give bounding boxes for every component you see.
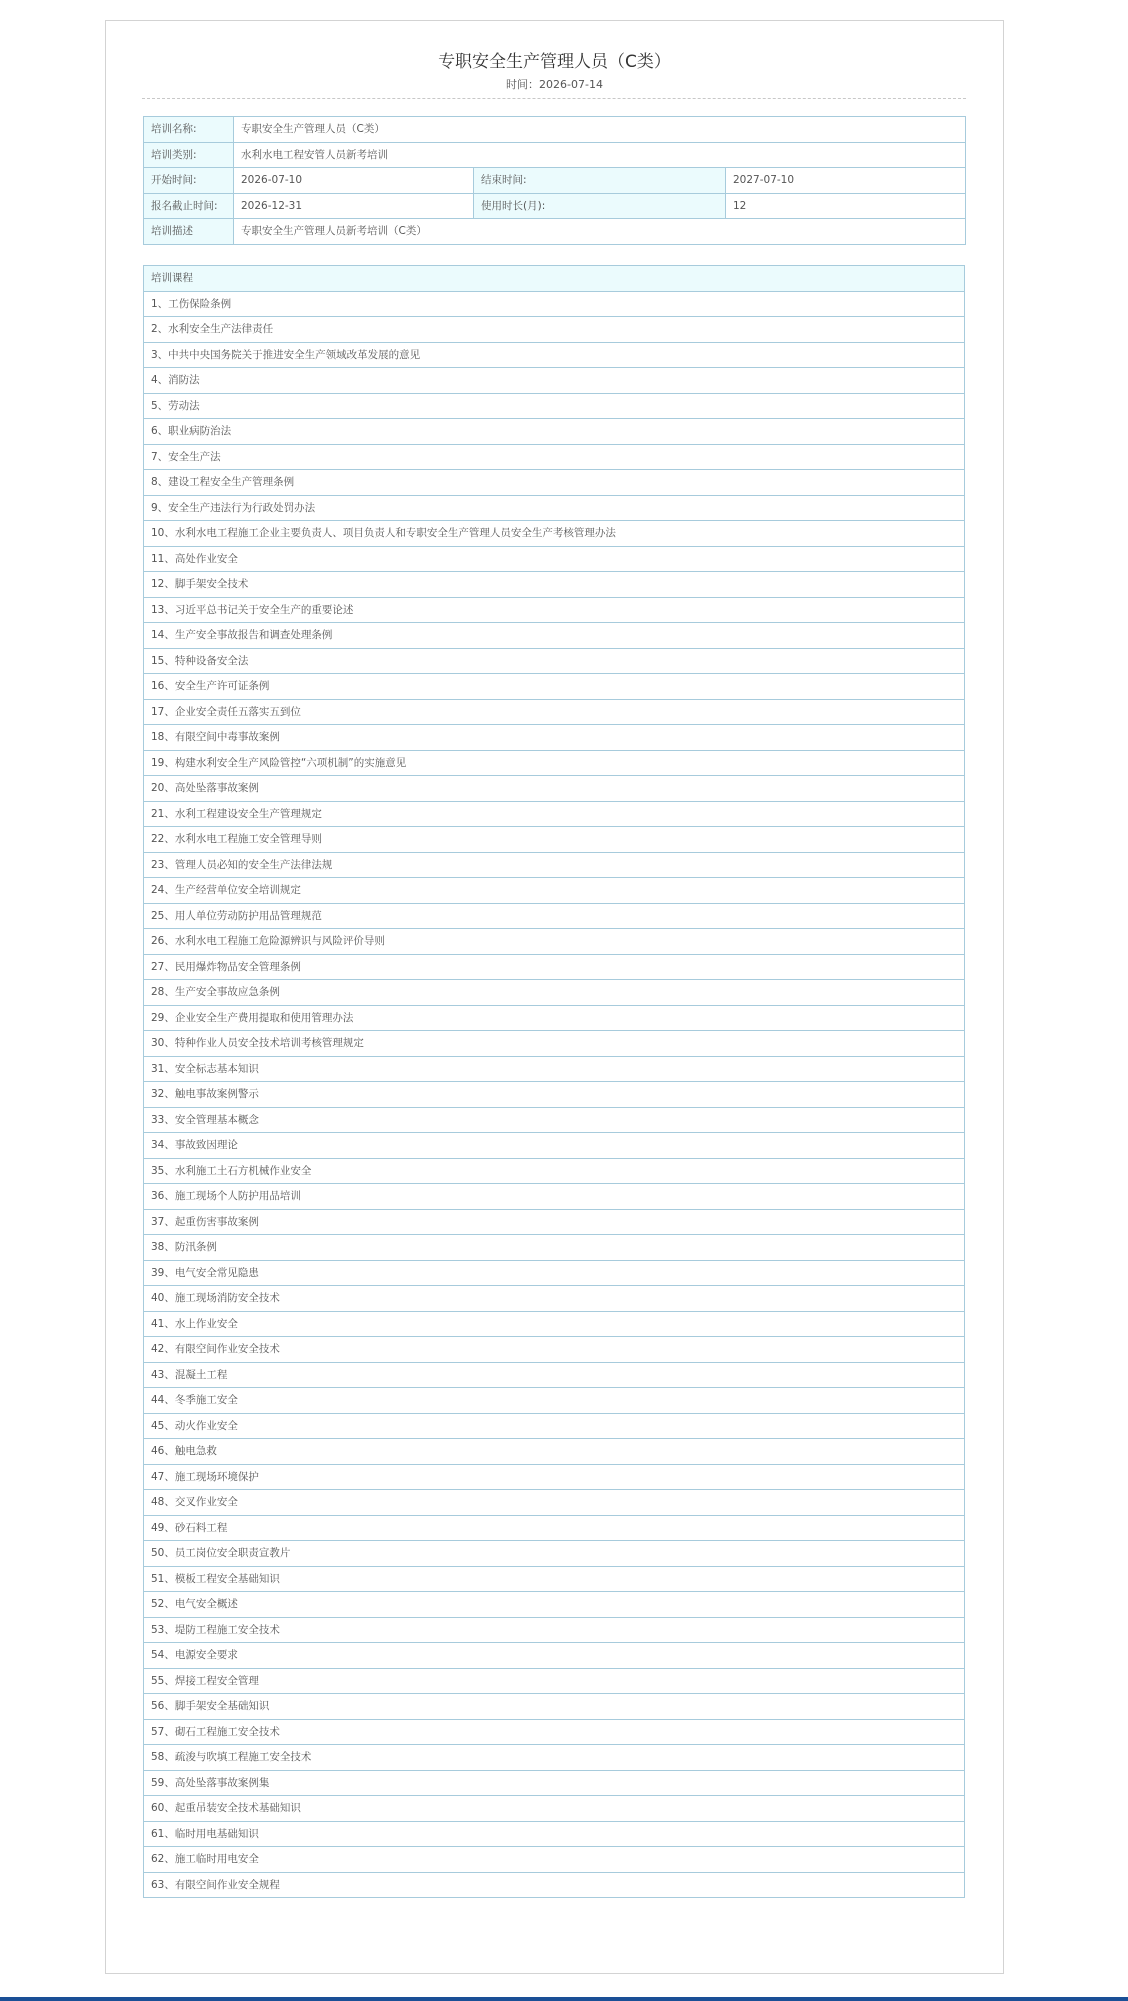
course-row bbox=[144, 1872, 965, 1898]
course-item: 6、职业病防治法 bbox=[144, 419, 965, 445]
detail-panel bbox=[105, 20, 1004, 1974]
course-row bbox=[144, 1490, 965, 1516]
course-header-cell: 培训课程 bbox=[144, 266, 965, 292]
course-item: 49、砂石料工程 bbox=[144, 1515, 965, 1541]
course-item: 51、模板工程安全基础知识 bbox=[144, 1566, 965, 1592]
category-value: 水利水电工程安管人员新考培训 bbox=[234, 142, 966, 168]
course-row bbox=[144, 1005, 965, 1031]
course-row bbox=[144, 1082, 965, 1108]
course-row bbox=[144, 1413, 965, 1439]
course-item: 10、水利水电工程施工企业主要负责人、项目负责人和专职安全生产管理人员安全生产考核管理办法 bbox=[144, 521, 965, 547]
course-item: 29、企业安全生产费用提取和使用管理办法 bbox=[144, 1005, 965, 1031]
course-row bbox=[144, 419, 965, 445]
course-item: 13、习近平总书记关于安全生产的重要论述 bbox=[144, 597, 965, 623]
course-item: 31、安全标志基本知识 bbox=[144, 1056, 965, 1082]
course-row bbox=[144, 1439, 965, 1465]
course-row bbox=[144, 1286, 965, 1312]
course-row bbox=[144, 1541, 965, 1567]
course-row bbox=[144, 1770, 965, 1796]
course-row bbox=[144, 1133, 965, 1159]
course-item: 63、有限空间作业安全规程 bbox=[144, 1872, 965, 1898]
course-item: 33、安全管理基本概念 bbox=[144, 1107, 965, 1133]
course-row bbox=[144, 1235, 965, 1261]
course-row bbox=[144, 1745, 965, 1771]
course-item: 15、特种设备安全法 bbox=[144, 648, 965, 674]
course-item: 61、临时用电基础知识 bbox=[144, 1821, 965, 1847]
desc-label: 培训描述 bbox=[144, 219, 234, 245]
course-row bbox=[144, 1464, 965, 1490]
course-item: 24、生产经营单位安全培训规定 bbox=[144, 878, 965, 904]
end-value: 2027-07-10 bbox=[726, 168, 966, 194]
category-label: 培训类别: bbox=[144, 142, 234, 168]
deadline-value: 2026-12-31 bbox=[234, 193, 474, 219]
course-row bbox=[144, 1388, 965, 1414]
course-item: 60、起重吊装安全技术基础知识 bbox=[144, 1796, 965, 1822]
course-row bbox=[144, 903, 965, 929]
course-item: 56、脚手架安全基础知识 bbox=[144, 1694, 965, 1720]
course-row bbox=[144, 1821, 965, 1847]
course-row bbox=[144, 1158, 965, 1184]
course-item: 46、触电急救 bbox=[144, 1439, 965, 1465]
course-row bbox=[144, 674, 965, 700]
course-row bbox=[144, 1643, 965, 1669]
course-row bbox=[144, 368, 965, 394]
training-info-table bbox=[143, 116, 966, 245]
course-item: 40、施工现场消防安全技术 bbox=[144, 1286, 965, 1312]
desc-value: 专职安全生产管理人员新考培训（C类） bbox=[234, 219, 966, 245]
course-table bbox=[143, 265, 965, 1898]
course-item: 17、企业安全责任五落实五到位 bbox=[144, 699, 965, 725]
course-item: 34、事故致因理论 bbox=[144, 1133, 965, 1159]
course-row bbox=[144, 827, 965, 853]
course-row bbox=[144, 1209, 965, 1235]
course-row bbox=[144, 1184, 965, 1210]
course-item: 43、混凝土工程 bbox=[144, 1362, 965, 1388]
course-row bbox=[144, 1056, 965, 1082]
course-item: 16、安全生产许可证条例 bbox=[144, 674, 965, 700]
course-item: 57、砌石工程施工安全技术 bbox=[144, 1719, 965, 1745]
course-item: 1、工伤保险条例 bbox=[144, 291, 965, 317]
start-value: 2026-07-10 bbox=[234, 168, 474, 194]
course-row bbox=[144, 470, 965, 496]
course-row bbox=[144, 1796, 965, 1822]
course-item: 23、管理人员必知的安全生产法律法规 bbox=[144, 852, 965, 878]
course-table-header bbox=[144, 266, 965, 292]
info-row-category bbox=[144, 142, 966, 168]
course-row bbox=[144, 495, 965, 521]
course-item: 41、水上作业安全 bbox=[144, 1311, 965, 1337]
course-row bbox=[144, 393, 965, 419]
course-row bbox=[144, 597, 965, 623]
page-title: 专职安全生产管理人员（C类） bbox=[438, 52, 671, 72]
info-row-desc bbox=[144, 219, 966, 245]
course-item: 52、电气安全概述 bbox=[144, 1592, 965, 1618]
course-row bbox=[144, 1515, 965, 1541]
course-item: 11、高处作业安全 bbox=[144, 546, 965, 572]
course-item: 62、施工临时用电安全 bbox=[144, 1847, 965, 1873]
course-item: 4、消防法 bbox=[144, 368, 965, 394]
course-row bbox=[144, 1847, 965, 1873]
info-row-dates bbox=[144, 168, 966, 194]
info-row-name bbox=[144, 117, 966, 143]
course-item: 28、生产安全事故应急条例 bbox=[144, 980, 965, 1006]
course-row bbox=[144, 725, 965, 751]
course-row bbox=[144, 317, 965, 343]
course-item: 21、水利工程建设安全生产管理规定 bbox=[144, 801, 965, 827]
course-row bbox=[144, 954, 965, 980]
course-item: 25、用人单位劳动防护用品管理规范 bbox=[144, 903, 965, 929]
start-label: 开始时间: bbox=[144, 168, 234, 194]
course-item: 12、脚手架安全技术 bbox=[144, 572, 965, 598]
course-row bbox=[144, 1719, 965, 1745]
course-item: 26、水利水电工程施工危险源辨识与风险评价导则 bbox=[144, 929, 965, 955]
course-row bbox=[144, 1031, 965, 1057]
course-item: 30、特种作业人员安全技术培训考核管理规定 bbox=[144, 1031, 965, 1057]
course-row bbox=[144, 750, 965, 776]
course-row bbox=[144, 1668, 965, 1694]
course-row bbox=[144, 699, 965, 725]
course-item: 8、建设工程安全生产管理条例 bbox=[144, 470, 965, 496]
course-item: 50、员工岗位安全职责宣教片 bbox=[144, 1541, 965, 1567]
info-row-deadline bbox=[144, 193, 966, 219]
course-row bbox=[144, 801, 965, 827]
end-label: 结束时间: bbox=[474, 168, 726, 194]
course-item: 38、防汛条例 bbox=[144, 1235, 965, 1261]
title-divider bbox=[142, 98, 966, 99]
course-row bbox=[144, 648, 965, 674]
course-item: 55、焊接工程安全管理 bbox=[144, 1668, 965, 1694]
name-value: 专职安全生产管理人员（C类） bbox=[234, 117, 966, 143]
course-item: 53、堤防工程施工安全技术 bbox=[144, 1617, 965, 1643]
course-row bbox=[144, 1592, 965, 1618]
course-item: 5、劳动法 bbox=[144, 393, 965, 419]
course-item: 39、电气安全常见隐患 bbox=[144, 1260, 965, 1286]
course-item: 48、交叉作业安全 bbox=[144, 1490, 965, 1516]
course-item: 19、构建水利安全生产风险管控“六项机制”的实施意见 bbox=[144, 750, 965, 776]
course-row bbox=[144, 572, 965, 598]
course-item: 54、电源安全要求 bbox=[144, 1643, 965, 1669]
course-row bbox=[144, 980, 965, 1006]
name-label: 培训名称: bbox=[144, 117, 234, 143]
course-row bbox=[144, 623, 965, 649]
course-item: 7、安全生产法 bbox=[144, 444, 965, 470]
course-item: 18、有限空间中毒事故案例 bbox=[144, 725, 965, 751]
course-item: 9、安全生产违法行为行政处罚办法 bbox=[144, 495, 965, 521]
course-item: 2、水利安全生产法律责任 bbox=[144, 317, 965, 343]
course-item: 47、施工现场环境保护 bbox=[144, 1464, 965, 1490]
course-item: 45、动火作业安全 bbox=[144, 1413, 965, 1439]
course-row bbox=[144, 1694, 965, 1720]
course-item: 27、民用爆炸物品安全管理条例 bbox=[144, 954, 965, 980]
duration-value: 12 bbox=[726, 193, 966, 219]
course-row bbox=[144, 521, 965, 547]
course-row bbox=[144, 776, 965, 802]
course-row bbox=[144, 878, 965, 904]
course-item: 3、中共中央国务院关于推进安全生产领域改革发展的意见 bbox=[144, 342, 965, 368]
course-row bbox=[144, 1566, 965, 1592]
course-row bbox=[144, 1617, 965, 1643]
course-row bbox=[144, 1311, 965, 1337]
course-row bbox=[144, 1362, 965, 1388]
course-row bbox=[144, 1337, 965, 1363]
course-row bbox=[144, 1260, 965, 1286]
course-row bbox=[144, 342, 965, 368]
duration-label: 使用时长(月): bbox=[474, 193, 726, 219]
course-item: 35、水利施工土石方机械作业安全 bbox=[144, 1158, 965, 1184]
course-item: 42、有限空间作业安全技术 bbox=[144, 1337, 965, 1363]
course-item: 59、高处坠落事故案例集 bbox=[144, 1770, 965, 1796]
course-row bbox=[144, 852, 965, 878]
deadline-label: 报名截止时间: bbox=[144, 193, 234, 219]
course-item: 37、起重伤害事故案例 bbox=[144, 1209, 965, 1235]
course-row bbox=[144, 291, 965, 317]
course-item: 20、高处坠落事故案例 bbox=[144, 776, 965, 802]
course-row bbox=[144, 929, 965, 955]
course-item: 22、水利水电工程施工安全管理导则 bbox=[144, 827, 965, 853]
course-item: 14、生产安全事故报告和调查处理条例 bbox=[144, 623, 965, 649]
course-item: 32、触电事故案例警示 bbox=[144, 1082, 965, 1108]
course-item: 44、冬季施工安全 bbox=[144, 1388, 965, 1414]
course-row bbox=[144, 546, 965, 572]
bottom-bar bbox=[0, 1997, 1128, 2001]
page-time: 时间：2026-07-14 bbox=[506, 78, 603, 91]
course-row bbox=[144, 444, 965, 470]
course-item: 58、疏浚与吹填工程施工安全技术 bbox=[144, 1745, 965, 1771]
course-item: 36、施工现场个人防护用品培训 bbox=[144, 1184, 965, 1210]
course-row bbox=[144, 1107, 965, 1133]
